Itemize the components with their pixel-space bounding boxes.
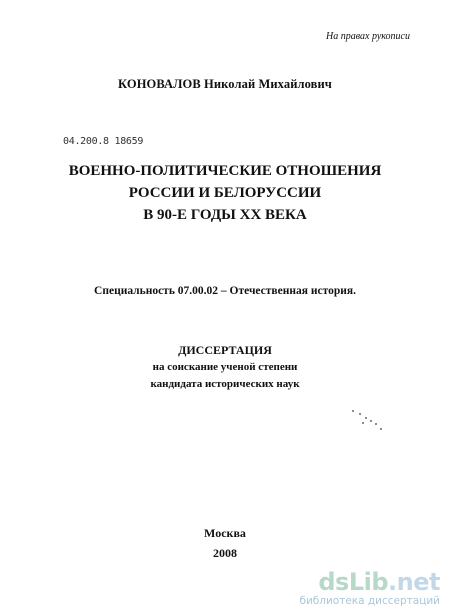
watermark-subtitle: библиотека диссертаций	[299, 595, 440, 607]
logo-main: dsLib	[318, 568, 389, 596]
specialty-line: Специальность 07.00.02 – Отечественная история.	[94, 285, 356, 297]
logo-tld: .net	[388, 568, 440, 596]
rights-note: На правах рукописи	[326, 31, 410, 42]
year: 2008	[213, 546, 237, 560]
scan-speckle-marks	[350, 408, 390, 438]
title-line-3: В 90-Е ГОДЫ XX ВЕКА	[143, 207, 307, 223]
dissertation-title	[0, 160, 450, 226]
catalog-code-stamp: 04.200.8 18659	[63, 136, 144, 147]
degree-line-1: на соискание ученой степени	[152, 361, 298, 373]
dslib-logo	[318, 568, 440, 596]
city: Москва	[204, 526, 246, 540]
dissertation-heading: ДИССЕРТАЦИЯ	[178, 343, 272, 357]
title-line-2: РОССИИ И БЕЛОРУССИИ	[128, 185, 322, 201]
dslib-watermark	[299, 568, 440, 608]
author-name: КОНОВАЛОВ Николай Михайлович	[118, 77, 332, 91]
degree-line-2: кандидата исторических наук	[150, 378, 300, 390]
title-line-1: ВОЕННО-ПОЛИТИЧЕСКИЕ ОТНОШЕНИЯ	[68, 163, 382, 179]
dissertation-block	[0, 341, 450, 393]
place-and-year	[0, 523, 450, 563]
